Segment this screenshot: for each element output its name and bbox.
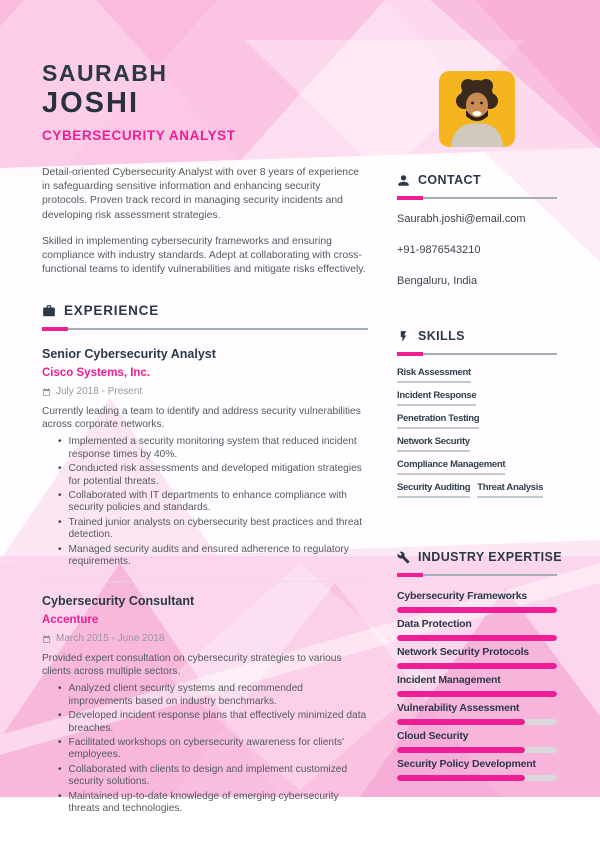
bullet-text: Managed security audits and ensured adherence to regulatory requirements. <box>68 544 349 568</box>
industry-expertise-heading <box>397 549 563 565</box>
progress-bar <box>397 691 557 697</box>
job-bullet <box>58 436 368 460</box>
job-title: Senior Cybersecurity Analyst <box>42 347 216 362</box>
industry-expertise-section <box>397 549 563 781</box>
job-bullet <box>58 683 368 707</box>
job-bullet <box>58 791 368 815</box>
bullet-marker: • <box>58 791 62 803</box>
bullet-text: Analyzed client security systems and recommended improvements based on industry benchmarks. <box>68 683 303 707</box>
last-name: JOSHI <box>42 87 140 119</box>
expertise-label: Incident Management <box>397 674 501 686</box>
briefcase-icon <box>42 304 56 318</box>
job-description: Provided expert consultation on cybersecurity strategies to various clients across multiple sectors. <box>42 653 342 678</box>
contact-list <box>397 213 557 288</box>
skill-item: Security Auditing <box>397 482 470 498</box>
bullet-text: Collaborated with IT departments to enhance compliance with security policies and standards. <box>68 490 347 514</box>
progress-bar <box>397 775 557 781</box>
bullet-text: Conducted risk assessments and developed mitigation strategies for potential threats. <box>68 463 362 487</box>
job-dates <box>42 386 368 398</box>
bullet-text: Implemented a security monitoring system that reduced incident response times by 40%. <box>68 436 357 460</box>
section-title: CONTACT <box>418 173 481 187</box>
contact-section <box>397 172 557 288</box>
section-title: EXPERIENCE <box>64 303 160 319</box>
heading-rule <box>397 353 557 355</box>
progress-fill <box>397 719 525 725</box>
skill-list <box>397 367 557 505</box>
job-bullet <box>58 490 368 514</box>
skill-item: Compliance Management <box>397 459 505 475</box>
progress-fill <box>397 635 557 641</box>
expertise-label: Cybersecurity Frameworks <box>397 590 528 602</box>
job-bullet <box>58 737 368 761</box>
contact-email: Saurabh.joshi@email.com <box>397 213 526 225</box>
skill-item: Network Security <box>397 436 470 452</box>
job-entry <box>42 347 368 568</box>
bullet-text: Developed incident response plans that effectively minimized data breaches. <box>68 710 367 734</box>
bullet-marker: • <box>58 737 62 749</box>
expertise-item <box>397 646 557 669</box>
job-bullet <box>58 544 368 568</box>
contact-location: Bengaluru, India <box>397 275 478 287</box>
calendar-icon <box>42 388 51 397</box>
job-divider <box>42 581 368 582</box>
company-name: Accenture <box>42 614 99 627</box>
sidebar <box>397 0 563 850</box>
date-range: March 2015 - June 2018 <box>56 633 165 645</box>
job-description: Currently leading a team to identify and address security vulnerabilities across corporate networks. <box>42 406 361 431</box>
bullet-marker: • <box>58 544 62 556</box>
progress-fill <box>397 607 557 613</box>
progress-bar <box>397 719 557 725</box>
expertise-item <box>397 590 557 613</box>
job-bullet <box>58 517 368 541</box>
job-title: Cybersecurity Consultant <box>42 594 195 609</box>
bullet-marker: • <box>58 710 62 722</box>
expertise-item <box>397 758 557 781</box>
bullet-text: Collaborated with clients to design and implement customized security solutions. <box>68 764 348 788</box>
job-bullet-list <box>42 683 368 815</box>
main-column <box>42 0 368 850</box>
bullet-text: Maintained up-to-date knowledge of emerging cybersecurity threats and technologies. <box>68 791 339 815</box>
bullet-marker: • <box>58 683 62 695</box>
job-bullet <box>58 463 368 487</box>
bullet-marker: • <box>58 517 62 529</box>
expertise-label: Data Protection <box>397 618 472 630</box>
first-name: SAURABH <box>42 60 168 86</box>
expertise-label: Network Security Protocols <box>397 646 529 658</box>
bullet-marker: • <box>58 436 62 448</box>
skill-item: Incident Response <box>397 390 476 406</box>
bullet-text: Trained junior analysts on cybersecurity best practices and threat detection. <box>68 517 363 541</box>
expertise-list <box>397 590 557 781</box>
summary-paragraph: Detail-oriented Cybersecurity Analyst with over 8 years of experience in safeguarding sensitive information and enhancing security protocols. Proven track record in managing security incidents and developing risk assessment strategies. <box>42 167 360 221</box>
progress-bar <box>397 747 557 753</box>
job-dates <box>42 633 368 645</box>
expertise-label: Vulnerability Assessment <box>397 702 520 714</box>
job-bullet <box>58 764 368 788</box>
expertise-item <box>397 702 557 725</box>
skill-item: Risk Assessment <box>397 367 471 383</box>
expertise-label: Cloud Security <box>397 730 469 742</box>
experience-section <box>42 303 368 815</box>
date-range: July 2018 - Present <box>56 386 143 398</box>
heading-rule <box>397 574 557 576</box>
heading-rule <box>42 328 368 330</box>
progress-bar <box>397 663 557 669</box>
progress-bar <box>397 635 557 641</box>
section-title: INDUSTRY EXPERTISE <box>418 550 563 564</box>
expertise-item <box>397 618 557 641</box>
contact-phone: +91-9876543210 <box>397 244 481 256</box>
skills-section <box>397 328 557 505</box>
company-name: Cisco Systems, Inc. <box>42 367 151 380</box>
progress-bar <box>397 607 557 613</box>
bullet-text: Facilitated workshops on cybersecurity awareness for clients' employees. <box>68 737 344 761</box>
skill-item: Threat Analysis <box>477 482 543 498</box>
progress-fill <box>397 691 557 697</box>
skills-heading <box>397 328 557 344</box>
expertise-item <box>397 730 557 753</box>
summary-paragraph: Skilled in implementing cybersecurity frameworks and ensuring compliance with industry standards. Adept at collaborating with cross-functional teams to identify vulnerabilities and mitigate risks effectively. <box>42 235 366 276</box>
progress-fill <box>397 663 557 669</box>
expertise-item <box>397 674 557 697</box>
experience-heading <box>42 303 368 319</box>
lightning-bolt-icon <box>397 330 410 343</box>
bullet-marker: • <box>58 463 62 475</box>
job-bullet-list <box>42 436 368 568</box>
name-block <box>42 60 368 144</box>
expertise-label: Security Policy Development <box>397 758 536 770</box>
profile-photo <box>439 71 515 147</box>
progress-fill <box>397 775 525 781</box>
progress-fill <box>397 747 525 753</box>
job-bullet <box>58 710 368 734</box>
bullet-marker: • <box>58 490 62 502</box>
person-icon <box>397 174 410 187</box>
bullet-marker: • <box>58 764 62 776</box>
job-entry <box>42 594 368 815</box>
professional-summary <box>42 166 368 277</box>
job-headline: CYBERSECURITY ANALYST <box>42 128 236 143</box>
contact-heading <box>397 172 557 188</box>
calendar-icon <box>42 635 51 644</box>
wrench-icon <box>397 551 410 564</box>
section-title: SKILLS <box>418 329 465 343</box>
skill-item: Penetration Testing <box>397 413 479 429</box>
heading-rule <box>397 197 557 199</box>
